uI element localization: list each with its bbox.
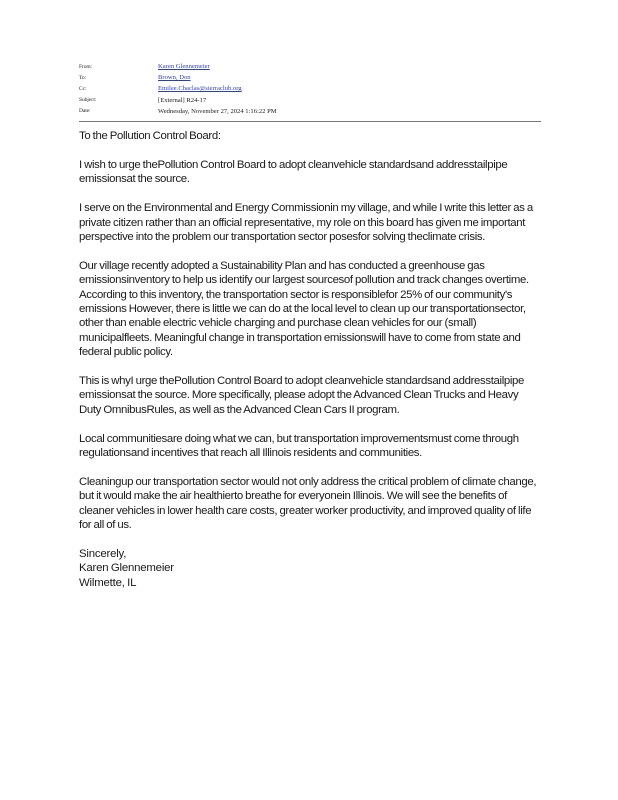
cc-link[interactable]: Emilee.Chaclas@sierraclub.org bbox=[158, 85, 242, 93]
paragraph-5: Local communitiesare doing what we can, but transportation improvementsmust come through regulationsand incentives that reach all Illinois residents and communities. bbox=[79, 432, 519, 460]
paragraph-1: I wish to urge thePollution Control Board to adopt cleanvehicle standardsand addresstailpipe emissionsat the source. bbox=[79, 159, 508, 186]
date-label: Date: bbox=[79, 108, 91, 115]
email-header bbox=[79, 61, 541, 117]
subject-value: [External] R24-17 bbox=[158, 96, 207, 104]
signer-location: Wilmette, IL bbox=[79, 576, 137, 589]
cc-label: Cc: bbox=[79, 85, 87, 92]
to-link[interactable]: Brown, Don bbox=[158, 74, 191, 82]
paragraph-3: Our village recently adopted a Sustainability Plan and has conducted a greenhouse gas emissionsinventory to help us identify our largest sourcesof pollution and track changes overtime. According to this inventory, the transportation sector is responsiblefor 25% of our community's emissions However, there is little we can do at the local level to clean up our transportationsector, other than enable electric vehicle charging and purchase clean vehicles for our (small) municipalfleets. Meaningful change in transportation emissionswill have to come from state and federal public policy. bbox=[79, 260, 529, 358]
from-label: From: bbox=[79, 63, 92, 70]
salutation: To the Pollution Control Board: bbox=[79, 130, 221, 142]
closing: Sincerely, bbox=[79, 548, 127, 561]
date-value: Wednesday, November 27, 2024 1:16:22 PM bbox=[158, 107, 277, 115]
from-link[interactable]: Karen Glennemeier bbox=[158, 63, 210, 71]
header-row-cc bbox=[79, 83, 541, 94]
subject-label: Subject: bbox=[79, 97, 97, 104]
signer-name: Karen Glennemeier bbox=[79, 562, 174, 575]
to-label: To: bbox=[79, 74, 86, 81]
header-row-to bbox=[79, 72, 541, 83]
header-divider bbox=[79, 121, 541, 122]
header-row-from bbox=[79, 61, 541, 72]
paragraph-2: I serve on the Environmental and Energy Commissionin my village, and while I write this letter as a private citizen rather than an official representative, my role on this board has given me important perspective into the problem our transportation sector posesfor solving theclimate crisis. bbox=[79, 202, 533, 244]
letter-body bbox=[79, 129, 541, 590]
header-row-date bbox=[79, 106, 541, 117]
paragraph-6: Cleaningup our transportation sector would not only address the critical problem of climate change, but it would make the air healthierto breathe for everyonein Illinois. We will see the benefits of cleaner vehicles in lower health care costs, greater worker productivity, and improved quality of life for all of us. bbox=[79, 476, 537, 532]
header-row-subject bbox=[79, 95, 541, 106]
signature-block bbox=[79, 547, 541, 590]
paragraph-4: This is whyI urge thePollution Control Board to adopt cleanvehicle standardsand addresstailpipe emissionsat the source. More specifically, please adopt the Advanced Clean Trucks and Heavy Duty OmnibusRules, as well as the Advanced Clean Cars II program. bbox=[79, 375, 525, 416]
